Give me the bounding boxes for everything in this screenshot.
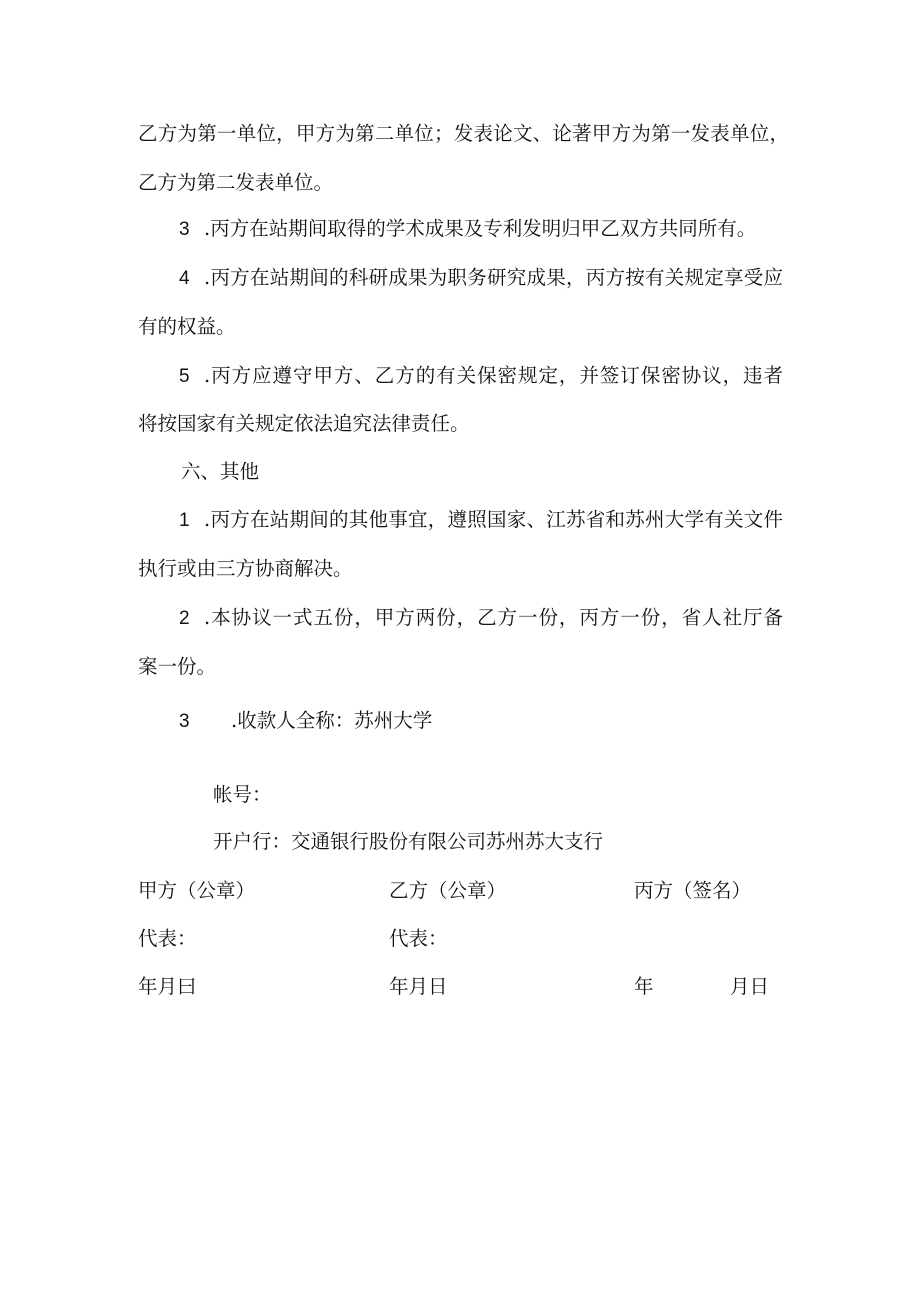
party-b-representative: 代表： [389, 927, 448, 950]
item-number: 4 [179, 268, 190, 289]
paragraph-line: 有的权益。 [138, 315, 236, 338]
paragraph-line: .丙方在站期间的科研成果为职务研究成果，丙方按有关规定享受应 [204, 266, 783, 289]
party-a-date: 年月曰 [138, 975, 197, 998]
paragraph-line: .丙方在站期间取得的学术成果及专利发明归甲乙双方共同所有。 [204, 217, 757, 240]
bank-label: 开户行：交通银行股份有限公司苏州苏大支行 [213, 830, 604, 853]
item-number: 2 [179, 608, 190, 629]
paragraph-line: 乙方为第一单位，甲方为第二单位；发表论文、论著甲方为第一发表单位， [138, 122, 789, 145]
item-number: 3 [179, 711, 190, 732]
item-number: 1 [179, 510, 190, 531]
item-number: 5 [179, 366, 190, 387]
party-a-representative: 代表： [138, 927, 197, 950]
paragraph-line: .丙方在站期间的其他事宜，遵照国家、江苏省和苏州大学有关文件 [204, 508, 783, 531]
paragraph-line: 将按国家有关规定依法追究法律责任。 [138, 412, 470, 435]
party-c-date-month-day: 月日 [730, 975, 770, 998]
paragraph-line: 案一份。 [138, 655, 217, 678]
party-b-date: 年月日 [389, 975, 448, 998]
account-label: 帐号： [213, 783, 272, 806]
payee-line: .收款人全称：苏州大学 [231, 709, 433, 732]
party-a-seal: 甲方（公章） [138, 879, 256, 902]
section-heading: 六、其他 [181, 460, 260, 483]
paragraph-line: .丙方应遵守甲方、乙方的有关保密规定，并签订保密协议，违者 [204, 364, 783, 387]
paragraph-line: 乙方为第二发表单位。 [138, 171, 334, 194]
party-b-seal: 乙方（公章） [389, 879, 507, 902]
item-number: 3 [179, 219, 190, 240]
paragraph-line: .本协议一式五份，甲方两份，乙方一份，丙方一份，省人社厅备 [204, 606, 783, 629]
party-c-date-year: 年 [634, 975, 654, 998]
paragraph-line: 执行或由三方协商解决。 [138, 557, 353, 580]
party-c-signature: 丙方（签名） [634, 879, 752, 902]
